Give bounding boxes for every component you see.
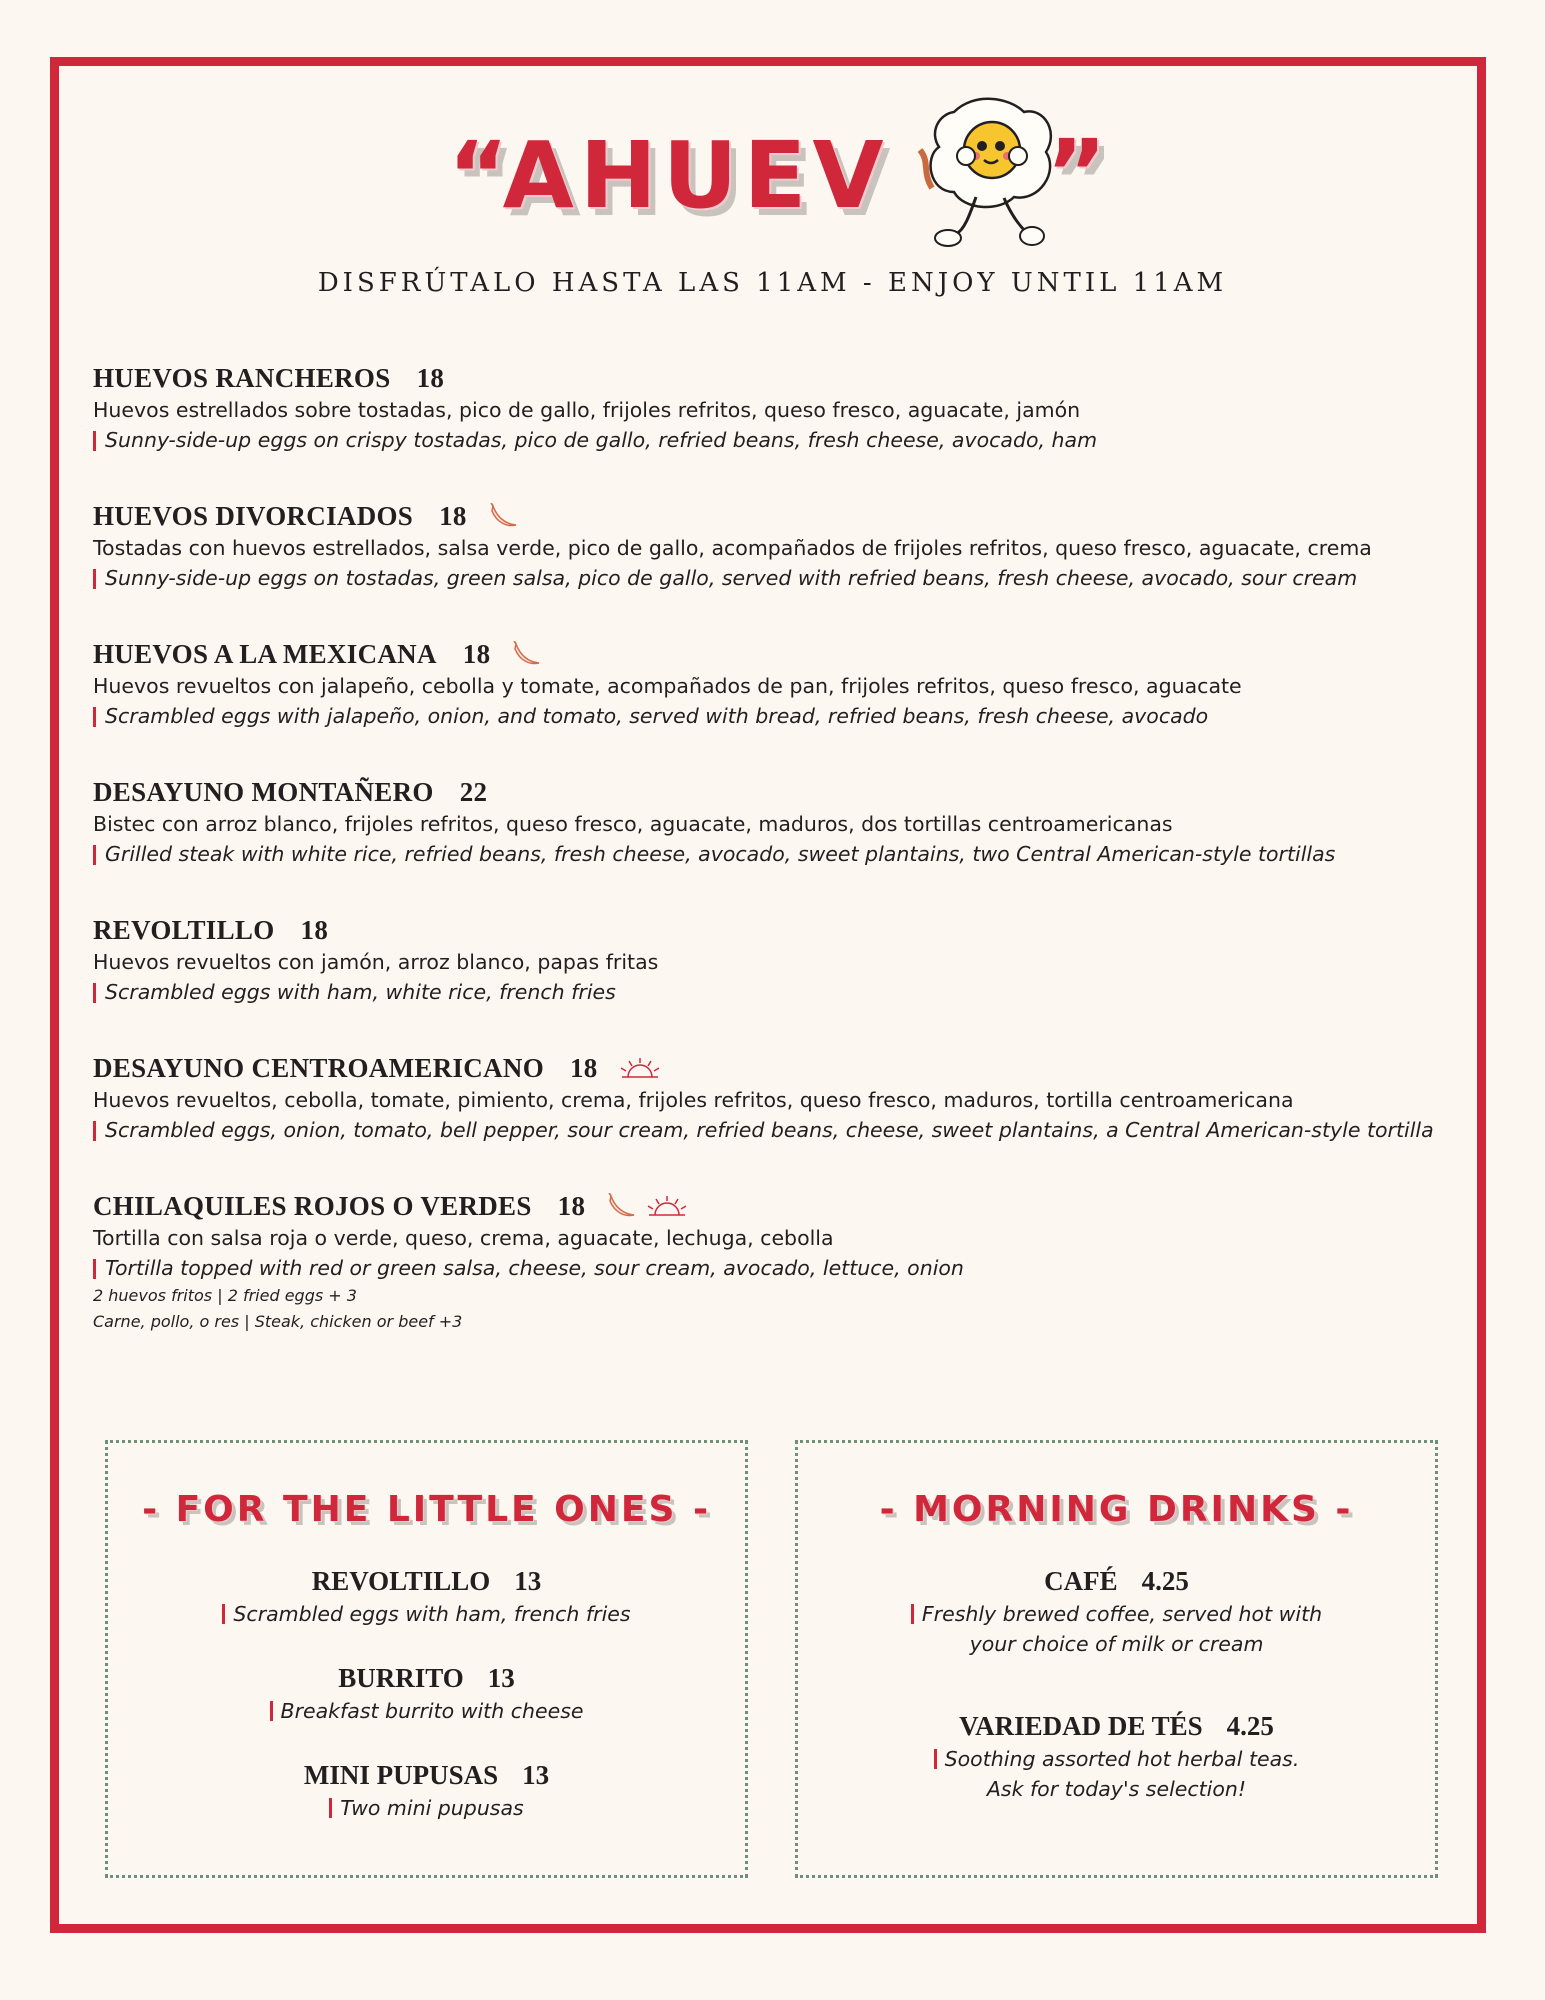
chili-pepper-icon: [512, 641, 542, 667]
item-description-es: Tortilla con salsa roja o verde, queso, crema, aguacate, lechuga, cebolla: [93, 1226, 834, 1250]
item-description-es: Bistec con arroz blanco, frijoles refritos, queso fresco, aguacate, maduros, dos tortillas centroamericanas: [93, 812, 1173, 836]
item-price: 18: [300, 915, 329, 945]
kids-menu-item: [108, 1563, 745, 1629]
item-description-line2: Ask for today's selection!: [986, 1777, 1247, 1801]
menu-item: [93, 498, 1473, 593]
egg-mascot-icon: [914, 92, 1064, 258]
brand-logo-text: “AHUEV: [448, 122, 890, 229]
item-price: 18: [462, 639, 491, 669]
item-description-es: Huevos estrellados sobre tostadas, pico de gallo, frijoles refritos, queso fresco, aguacate, jamón: [93, 398, 1081, 422]
item-price: 18: [570, 1053, 598, 1083]
item-price: 22: [459, 777, 488, 807]
accent-bar: [934, 1749, 937, 1769]
drinks-menu-title: - MORNING DRINKS -: [879, 1489, 1354, 1530]
item-description: Breakfast burrito with cheese: [280, 1699, 584, 1723]
item-description-line1: Soothing assorted hot herbal teas.: [944, 1747, 1300, 1771]
item-name: HUEVOS A LA MEXICANA: [93, 639, 437, 669]
menu-item: [93, 774, 1473, 869]
chili-pepper-icon: [489, 503, 519, 529]
item-description-en: Sunny-side-up eggs on crispy tostadas, pico de gallo, refried beans, fresh cheese, avocado, ham: [93, 425, 1473, 455]
tagline: DISFRÚTALO HASTA LAS 11AM - ENJOY UNTIL 11AM: [317, 268, 1228, 298]
item-description-en: Grilled steak with white rice, refried beans, fresh cheese, avocado, sweet plantains, two Central American-style tortillas: [93, 839, 1473, 869]
item-description-es: Huevos revueltos con jalapeño, cebolla y tomate, acompañados de pan, frijoles refritos, queso fresco, aguacate: [93, 674, 1242, 698]
item-description-en: Tortilla topped with red or green salsa, cheese, sour cream, avocado, lettuce, onion: [93, 1253, 1473, 1283]
sunrise-icon: [647, 1195, 687, 1217]
item-description: Two mini pupusas: [340, 1796, 524, 1820]
drinks-menu-box: [795, 1440, 1438, 1878]
item-description-en: Scrambled eggs, onion, tomato, bell pepper, sour cream, refried beans, cheese, sweet plantains, a Central American-style tortilla: [93, 1115, 1473, 1145]
item-addon-note: Carne, pollo, o res | Steak, chicken or beef +3: [93, 1312, 463, 1331]
item-description-es: Huevos revueltos, cebolla, tomate, pimiento, crema, frijoles refritos, queso fresco, maduros, tortilla centroamericana: [93, 1088, 1294, 1112]
item-description-line2: your choice of milk or cream: [969, 1632, 1264, 1656]
menu-item: [93, 360, 1473, 455]
accent-bar: [270, 1701, 273, 1721]
menu-item: [93, 1050, 1473, 1145]
item-description-en: Scrambled eggs with jalapeño, onion, and tomato, served with bread, refried beans, fresh cheese, avocado: [93, 701, 1473, 731]
item-name: BURRITO: [338, 1663, 464, 1693]
item-price: 13: [522, 1760, 550, 1790]
item-price: 18: [439, 501, 467, 531]
accent-bar: [222, 1604, 225, 1624]
kids-menu-item: [108, 1660, 745, 1726]
item-name: VARIEDAD DE TÉS: [959, 1711, 1203, 1741]
item-price: 18: [416, 363, 445, 393]
item-price: 13: [514, 1566, 542, 1596]
item-name: CAFÉ: [1044, 1566, 1118, 1596]
item-description-en: Sunny-side-up eggs on tostadas, green salsa, pico de gallo, served with refried beans, fresh cheese, avocado, sour cream: [93, 563, 1473, 593]
item-name: CHILAQUILES ROJOS O VERDES: [93, 1191, 532, 1221]
item-description-en: Scrambled eggs with ham, white rice, french fries: [93, 977, 1473, 1007]
item-description-es: Tostadas con huevos estrellados, salsa verde, pico de gallo, acompañados de frijoles refritos, queso fresco, aguacate, crema: [93, 536, 1372, 560]
item-addon-note: 2 huevos fritos | 2 fried eggs + 3: [93, 1286, 357, 1305]
item-name: REVOLTILLO: [93, 915, 275, 945]
brand-close-quote: ”: [1046, 120, 1107, 227]
item-description-line1: Freshly brewed coffee, served hot with: [921, 1602, 1323, 1626]
drinks-menu-item: [798, 1563, 1435, 1659]
item-price: 4.25: [1226, 1711, 1274, 1741]
chili-pepper-icon: [607, 1193, 637, 1219]
item-name: HUEVOS RANCHEROS: [93, 363, 391, 393]
item-name: DESAYUNO CENTROAMERICANO: [93, 1053, 544, 1083]
kids-menu-title: - FOR THE LITTLE ONES -: [142, 1489, 711, 1530]
item-name: HUEVOS DIVORCIADOS: [93, 501, 414, 531]
item-name: MINI PUPUSAS: [303, 1760, 499, 1790]
drinks-menu-item: [798, 1708, 1435, 1804]
menu-item: [93, 636, 1473, 731]
kids-menu-box: [105, 1440, 748, 1878]
menu-item: [93, 1188, 1473, 1335]
item-name: DESAYUNO MONTAÑERO: [93, 777, 434, 807]
item-price: 4.25: [1141, 1566, 1189, 1596]
menu-item: [93, 912, 1473, 1007]
item-price: 18: [557, 1191, 586, 1221]
sunrise-icon: [620, 1057, 660, 1079]
item-name: REVOLTILLO: [311, 1566, 491, 1596]
item-price: 13: [487, 1663, 515, 1693]
item-description-es: Huevos revueltos con jamón, arroz blanco, papas fritas: [93, 950, 659, 974]
accent-bar: [329, 1798, 332, 1818]
kids-menu-item: [108, 1757, 745, 1823]
accent-bar: [911, 1604, 914, 1624]
item-description: Scrambled eggs with ham, french fries: [233, 1602, 631, 1626]
